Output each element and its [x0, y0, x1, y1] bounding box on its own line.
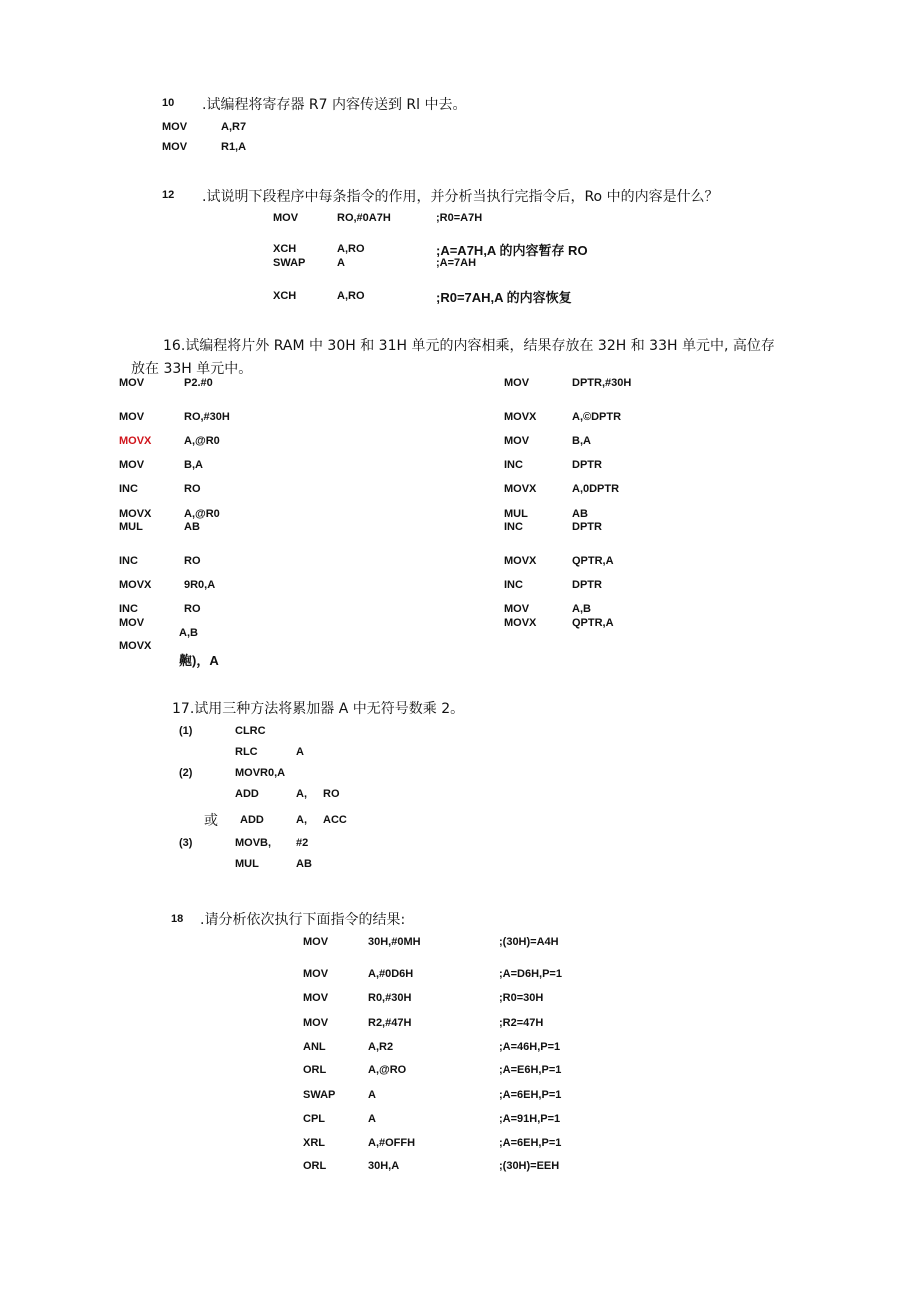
q16-left-op: MOVX: [119, 640, 152, 652]
q12-arg: A,RO: [337, 290, 365, 302]
q17-label: (1): [179, 725, 193, 737]
q18-arg: A: [368, 1113, 376, 1125]
q16-right-arg: DPTR: [572, 579, 602, 591]
q18-comment: ;A=6EH,P=1: [499, 1137, 562, 1149]
q18-comment: ;A=E6H,P=1: [499, 1064, 562, 1076]
q10-op: MOV: [162, 141, 188, 153]
q18-op: ORL: [303, 1160, 327, 1172]
q18-comment: ;(30H)=A4H: [499, 936, 559, 948]
q17-label: (2): [179, 767, 193, 779]
q12-text: .试说明下段程序中每条指令的作用，并分析当执行完指令后，Ro 中的内容是什么？: [202, 189, 719, 205]
q17-arg: RO: [323, 788, 340, 800]
q16-right-arg: A,0DPTR: [572, 483, 620, 495]
q17-instr: MOVB,: [235, 837, 272, 849]
q16-left-op: MOV: [119, 377, 145, 389]
q18-comment: ;R0=30H: [499, 992, 544, 1004]
q16-left-arg: RO: [184, 555, 201, 567]
q18-arg: R2,#47H: [368, 1017, 412, 1029]
q16-right-op: MUL: [504, 508, 528, 520]
q12-op: XCH: [273, 243, 297, 255]
q12-comment: ;R0=7AH,A 的内容恢复: [436, 290, 572, 305]
q17-arg: AB: [296, 858, 312, 870]
q18-arg: A,#0D6H: [368, 968, 414, 980]
q10-number: 10: [162, 97, 175, 109]
q16-right-op: INC: [504, 521, 523, 533]
q10-arg: R1,A: [221, 141, 247, 153]
q12-comment: ;A=A7H,A 的内容暂存 RO: [436, 243, 588, 258]
q12-comment: ;R0=A7H: [436, 212, 483, 224]
q17-instr: MOVR0,A: [235, 767, 286, 779]
q17-arg: #2: [296, 837, 309, 849]
q16-left-arg: P2.#0: [184, 377, 213, 389]
q18-number: 18: [171, 913, 184, 925]
q10-op: MOV: [162, 121, 188, 133]
q16-right-op: INC: [504, 459, 523, 471]
q18-op: XRL: [303, 1137, 325, 1149]
q17-label: (3): [179, 837, 193, 849]
q18-arg: R0,#30H: [368, 992, 412, 1004]
q10-arg: A,R7: [221, 121, 247, 133]
q16-right-op: MOV: [504, 603, 530, 615]
q16-right-op: MOV: [504, 435, 530, 447]
q16-left-arg: AB: [184, 521, 200, 533]
q12-number: 12: [162, 189, 175, 201]
q10-text: .试编程将寄存器 R7 内容传送到 Rl 中去。: [202, 97, 467, 113]
q18-op: MOV: [303, 936, 329, 948]
q16-left-arg: RO,#30H: [184, 411, 230, 423]
q16-right-op: MOVX: [504, 555, 537, 567]
q16-right-arg: QPTR,A: [572, 617, 614, 629]
q17-instr: CLRC: [235, 725, 266, 737]
q16-right-op: INC: [504, 579, 523, 591]
q17-instr: ADD: [235, 788, 259, 800]
q18-op: MOV: [303, 1017, 329, 1029]
q16-left-op: INC: [119, 483, 138, 495]
q16-left-arg: 䶌)，A: [179, 653, 219, 668]
q18-comment: ;(30H)=EEH: [499, 1160, 560, 1172]
q18-comment: ;R2=47H: [499, 1017, 544, 1029]
q18-op: SWAP: [303, 1089, 336, 1101]
q17-arg: ACC: [323, 814, 347, 826]
q18-op: ANL: [303, 1041, 326, 1053]
q16-right-arg: A,©DPTR: [572, 411, 622, 423]
q18-op: CPL: [303, 1113, 325, 1125]
q18-op: MOV: [303, 968, 329, 980]
q18-arg: 30H,#0MH: [368, 936, 421, 948]
q17-arg: A: [296, 746, 304, 758]
q18-arg: A,R2: [368, 1041, 394, 1053]
q16-right-arg: AB: [572, 508, 588, 520]
q16-right-arg: A,B: [572, 603, 591, 615]
q16-right-op: MOVX: [504, 411, 537, 423]
q18-arg: A,#OFFH: [368, 1137, 416, 1149]
q16-left-arg: A,B: [179, 627, 198, 639]
q16-right-arg: DPTR: [572, 459, 602, 471]
q16-left-op: MOV: [119, 617, 145, 629]
q16-right-arg: DPTR,#30H: [572, 377, 632, 389]
q17-arg: A,: [296, 814, 307, 826]
q16-right-arg: QPTR,A: [572, 555, 614, 567]
q16-text-line1: 16.试编程将片外 RAM 中 30H 和 31H 单元的内容相乘，结果存放在 32H 和 33H 单元中, 高位存: [163, 338, 775, 354]
q16-left-arg: RO: [184, 483, 201, 495]
q16-left-op-highlighted: MOVX: [119, 435, 152, 447]
q12-op: MOV: [273, 212, 299, 224]
q16-left-op: INC: [119, 555, 138, 567]
q16-left-arg: A,@R0: [184, 508, 220, 520]
q16-right-op: MOVX: [504, 617, 537, 629]
q17-instr: ADD: [240, 814, 264, 826]
q18-comment: ;A=D6H,P=1: [499, 968, 562, 980]
q18-arg: A: [368, 1089, 376, 1101]
q16-left-op: MOVX: [119, 508, 152, 520]
q18-text: .请分析依次执行下面指令的结果:: [200, 912, 406, 928]
q17-or: 或: [204, 813, 218, 829]
q16-left-op: MOV: [119, 459, 145, 471]
q16-right-op: MOVX: [504, 483, 537, 495]
q18-comment: ;A=91H,P=1: [499, 1113, 561, 1125]
q16-text-line2: 放在 33H 单元中。: [131, 361, 253, 377]
q18-comment: ;A=46H,P=1: [499, 1041, 561, 1053]
q16-right-arg: B,A: [572, 435, 591, 447]
q16-left-arg: A,@R0: [184, 435, 220, 447]
q17-instr: MUL: [235, 858, 259, 870]
q18-arg: A,@RO: [368, 1064, 407, 1076]
q17-arg: A,: [296, 788, 307, 800]
q18-arg: 30H,A: [368, 1160, 400, 1172]
q16-left-arg: RO: [184, 603, 201, 615]
q16-left-arg: B,A: [184, 459, 203, 471]
q18-op: MOV: [303, 992, 329, 1004]
q12-arg: A,RO: [337, 243, 365, 255]
q12-arg: A: [337, 257, 345, 269]
q16-right-arg: DPTR: [572, 521, 602, 533]
q12-op: SWAP: [273, 257, 306, 269]
q16-left-arg: 9R0,A: [184, 579, 216, 591]
q17-instr: RLC: [235, 746, 258, 758]
q17-text: 17.试用三种方法将累加器 A 中无符号数乘 2。: [172, 701, 465, 717]
q18-op: ORL: [303, 1064, 327, 1076]
q16-left-op: MOVX: [119, 579, 152, 591]
q12-arg: RO,#0A7H: [337, 212, 391, 224]
q16-left-op: MUL: [119, 521, 143, 533]
q16-left-op: INC: [119, 603, 138, 615]
q12-comment: ;A=7AH: [436, 257, 477, 269]
q18-comment: ;A=6EH,P=1: [499, 1089, 562, 1101]
q12-op: XCH: [273, 290, 297, 302]
q16-right-op: MOV: [504, 377, 530, 389]
q16-left-op: MOV: [119, 411, 145, 423]
